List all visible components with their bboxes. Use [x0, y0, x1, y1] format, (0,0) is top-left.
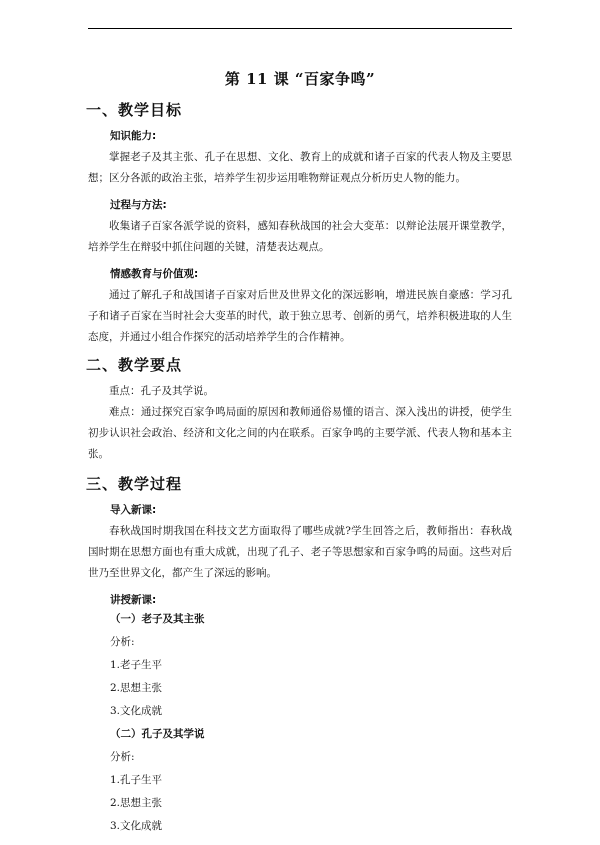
emotion-text: 通过了解孔子和战国诸子百家对后世及世界文化的深远影响，增进民族自豪感：学习孔子和诸子百家在当时社会大变革的时代，敢于独立思考、创新的勇气，培养积极进取的人生态度，并通过小组合作探究的活动培养学生的合作精神。 [88, 289, 512, 343]
list-item: 2.思想主张 [110, 797, 163, 809]
part2-analysis: 分析: [110, 751, 135, 763]
page-title: 第 11 课 “百家争鸣” [224, 70, 376, 88]
header-rule [88, 28, 512, 29]
knowledge-label: 知识能力: [110, 130, 157, 142]
part1-title: （一）老子及其主张 [110, 613, 205, 625]
teach-label: 讲授新课: [110, 594, 157, 606]
list-item: 2.思想主张 [110, 682, 163, 694]
list-item: 3.文化成就 [110, 705, 163, 717]
list-item: 1.老子生平 [110, 659, 163, 671]
intro-text: 春秋战国时期我国在科技文艺方面取得了哪些成就?学生回答之后，教师指出：春秋战国时期在思想方面也有重大成就，出现了孔子、老子等思想家和百家争鸣的局面。这些对后世乃至世界文化，都产生了深远的影响。 [88, 525, 512, 579]
part1-analysis: 分析: [110, 636, 135, 648]
part2-title: （二）孔子及其学说 [110, 728, 205, 740]
intro-label: 导入新课: [110, 504, 157, 516]
section-heading-process: 三、教学过程 [86, 475, 183, 493]
key-point-text: 重点：孔子及其学说。 [109, 385, 214, 397]
section-heading-objectives: 一、教学目标 [86, 101, 183, 119]
process-text: 收集诸子百家各派学说的资料，感知春秋战国的社会大变革：以辩论法展开课堂教学，培养学生在辩驳中抓住问题的关键，清楚表达观点。 [88, 220, 512, 253]
process-label: 过程与方法: [110, 199, 167, 211]
list-item: 3.文化成就 [110, 820, 163, 832]
document-page [88, 68, 512, 839]
difficulty-text: 难点：通过探究百家争鸣局面的原因和教师通俗易懂的语言、深入浅出的讲授，使学生初步认识社会政治、经济和文化之间的内在联系。百家争鸣的主要学派、代表人物和基本主张。 [88, 406, 512, 460]
list-item: 1.孔子生平 [110, 774, 163, 786]
section-heading-keypoints: 二、教学要点 [86, 356, 183, 374]
emotion-label: 情感教育与价值观: [110, 268, 199, 280]
knowledge-text: 掌握老子及其主张、孔子在思想、文化、教育上的成就和诸子百家的代表人物及主要思想；区分各派的政治主张，培养学生初步运用唯物辩证观点分析历史人物的能力。 [88, 151, 512, 184]
